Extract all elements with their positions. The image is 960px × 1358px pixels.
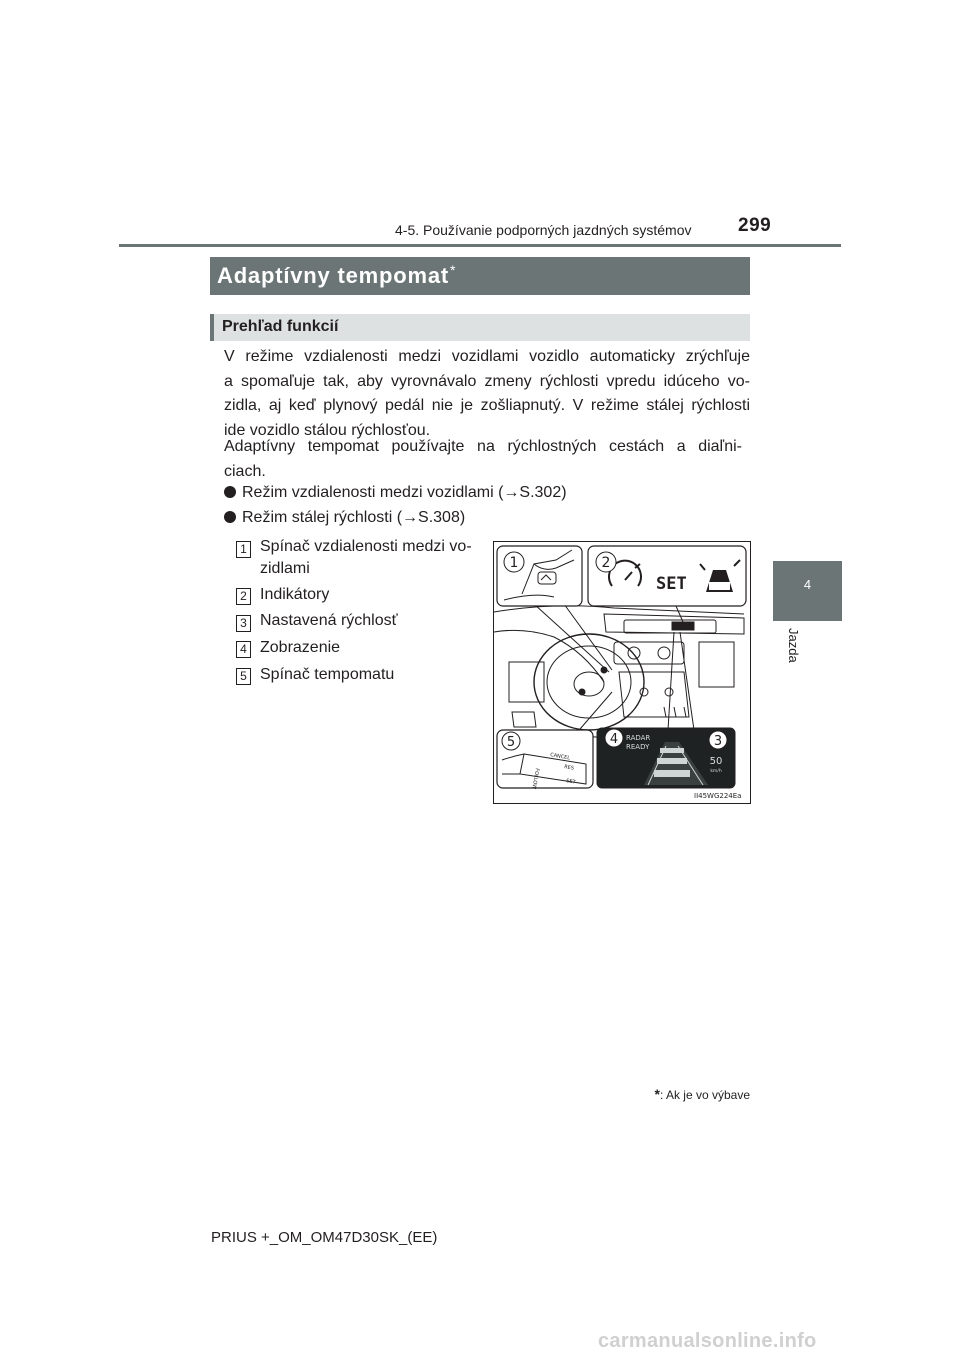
figure-code: II45WG224Ea: [694, 792, 742, 800]
document-code: PRIUS +_OM_OM47D30SK_(EE): [211, 1229, 438, 1246]
item-number-box: 4: [236, 641, 251, 658]
bullet-item: [224, 509, 465, 527]
item-text: zidlami: [260, 560, 310, 577]
callout-number: 5: [506, 735, 516, 750]
chapter-number: 4: [803, 577, 812, 592]
header-rule: [119, 244, 841, 247]
callout-3: [709, 731, 727, 749]
item-text: Zobrazenie: [260, 639, 341, 656]
lever-label: SET: [565, 778, 576, 786]
lever-label: RES: [563, 764, 575, 772]
item-text: Indikátory: [260, 586, 330, 603]
item-number-box: 3: [236, 615, 251, 632]
item-text: Spínač vzdialenosti medzi vo-: [260, 538, 472, 555]
running-header: 4-5. Používanie podporných jazdných systémov: [395, 222, 692, 238]
bullet-dot: [224, 486, 236, 498]
set-indicator: SET: [656, 574, 687, 594]
speed-unit: km/h: [710, 769, 722, 774]
optional-marker: *: [449, 262, 457, 278]
illustration-svg: [494, 542, 750, 803]
lever-label: FOLLOW: [530, 767, 540, 790]
text-line: zidla, aj keď plynový pedál nie je zošliapnutý. V režime stálej rýchlosti: [224, 397, 750, 414]
item-number-box: 2: [236, 588, 251, 605]
text-line: ide vozidlo stálou rýchlosťou.: [224, 421, 431, 439]
paragraph-2: [224, 435, 750, 484]
footnote-text: : Ak je vo výbave: [659, 1088, 750, 1102]
lever-label: CANCEL: [549, 752, 571, 762]
callout-4: [605, 729, 623, 747]
subsection-title: Prehľad funkcií: [222, 318, 339, 335]
speed-value: 50: [709, 756, 723, 767]
paragraph-1: [224, 345, 750, 443]
text-line: V režime vzdialenosti medzi vozidlami vozidlo automaticky zrýchľuje: [224, 348, 750, 365]
dashboard-art: [494, 606, 744, 737]
text-line: ciach.: [224, 462, 266, 480]
chapter-label: Jazda: [786, 628, 801, 663]
section-title-text: Adaptívny tempomat: [217, 263, 449, 288]
item-number-box: 5: [236, 668, 251, 685]
bullet-item: [224, 484, 567, 502]
callout-number: 3: [713, 734, 723, 749]
text-line: a spomaľuje tak, aby vyrovnávalo zmeny rýchlosti vpredu idúceho vo-: [224, 372, 750, 390]
callout-5: [502, 732, 520, 750]
cockpit-illustration: [493, 541, 751, 804]
callout-number: 4: [609, 732, 619, 747]
item-text: Nastavená rýchlosť: [260, 612, 398, 629]
bullet-text: Režim stálej rýchlosti (→S.308): [242, 509, 466, 526]
callout-1: [504, 552, 524, 572]
watermark: carmanualsonline.info: [598, 1330, 817, 1352]
page-number: 299: [738, 215, 772, 236]
radar-text-2: READY: [626, 743, 650, 751]
text-line: Adaptívny tempomat používajte na rýchlostných cestách a diaľni-: [224, 438, 742, 455]
callout-number: 1: [509, 555, 519, 571]
radar-text-1: RADAR: [626, 734, 651, 742]
section-title: [217, 262, 456, 289]
callout-2: [596, 552, 616, 572]
footnote-marker: *: [654, 1086, 660, 1102]
footnote: [620, 1086, 750, 1102]
item-text: Spínač tempomatu: [260, 666, 395, 683]
chapter-label-wrap: [786, 628, 806, 680]
callout-lines: [534, 604, 694, 736]
subsection-bar: [210, 314, 214, 341]
callout-number: 2: [601, 555, 611, 571]
item-number-box: 1: [236, 541, 251, 558]
bullet-dot: [224, 511, 236, 523]
bullet-text: Režim vzdialenosti medzi vozidlami (→S.302): [242, 484, 567, 501]
